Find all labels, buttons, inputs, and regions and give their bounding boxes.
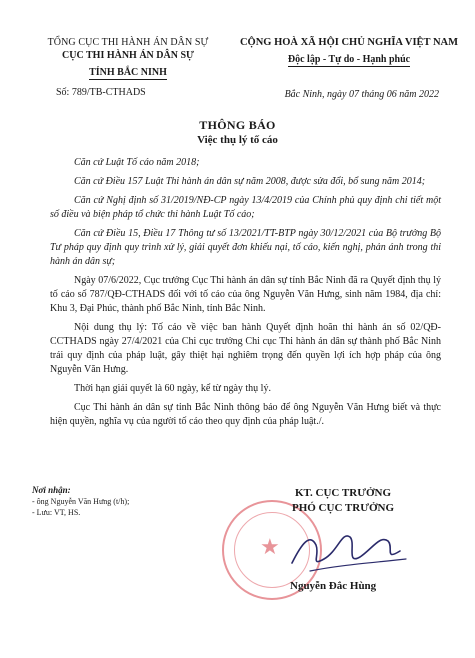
legal-basis-2: Căn cứ Điều 157 Luật Thi hành án dân sự năm 2008, được sửa đổi, bổ sung năm 2014; (74, 176, 426, 187)
issuing-province: TỈNH BẮC NINH (89, 67, 167, 78)
deadline-paragraph: Thời hạn giải quyết là 60 ngày, kể từ ngày thụ lý. (74, 383, 271, 394)
recipient-item: - Lưu: VT, HS. (32, 508, 81, 517)
parent-agency: TỔNG CỤC THI HÀNH ÁN DÂN SỰ (47, 37, 209, 48)
legal-basis-4: Căn cứ Điều 15, Điều 17 Thông tư số 13/2021/TT-BTP ngày 30/12/2021 của Bộ trưởng Bộ Tư pháp quy định quy trình xử lý, giải quyết đơn khiếu nại, tố cáo, kiến nghị, phản ánh trong thi hành án dân sự; (50, 228, 441, 267)
legal-basis-1: Căn cứ Luật Tố cáo năm 2018; (74, 157, 200, 168)
signature-block (243, 486, 443, 516)
document-subject: Việc thụ lý tố cáo (197, 134, 278, 146)
legal-basis-3: Căn cứ Nghị định số 31/2019/NĐ-CP ngày 13/4/2019 của Chính phủ quy định chi tiết một số điều và biện pháp tổ chức thi hành Luật Tố cáo; (50, 195, 441, 220)
handwritten-signature (280, 515, 420, 585)
signer-position: PHÓ CỤC TRƯỞNG (291, 502, 395, 514)
place-and-date: Bắc Ninh, ngày 07 tháng 06 năm 2022 (284, 89, 439, 100)
recipient-item: - ông Nguyễn Văn Hưng (t/h); (32, 497, 130, 506)
issuing-office: CỤC THI HÀNH ÁN DÂN SỰ (62, 50, 194, 61)
content-paragraph: Nội dung thụ lý: Tố cáo về việc ban hành Quyết định hoãn thi hành án số 02/QĐ-CCTHADS ngày 27/4/2021 của Chi cục trưởng Chi cục Thi hành án dân sự thành phố Bắc Ninh trái quy định của pháp luật, gây thiệt hại nghiêm trọng đến quyền lợi ích hợp pháp của ông Nguyễn Văn Hưng. (50, 322, 441, 375)
stamp-star-icon: ★ (260, 534, 280, 559)
signer-name: Nguyễn Đắc Hùng (290, 580, 377, 592)
issuer-block (28, 36, 228, 80)
document-title-block (0, 118, 475, 148)
country-name: CỘNG HOÀ XÃ HỘI CHỦ NGHĨA VIỆT NAM (239, 37, 459, 48)
document-number: Số: 789/TB-CTHADS (56, 87, 146, 98)
recipients-label: Nơi nhận: (32, 485, 71, 495)
document-title: THÔNG BÁO (199, 118, 276, 132)
national-motto: Độc lập - Tự do - Hạnh phúc (287, 54, 411, 65)
notice-paragraph: Cục Thi hành án dân sự tỉnh Bắc Ninh thông báo để ông Nguyễn Văn Hưng biết và thực hiện quyền, nghĩa vụ của người tố cáo theo quy định của pháp luật./. (50, 402, 441, 427)
document-body (50, 156, 441, 434)
decision-paragraph: Ngày 07/6/2022, Cục trưởng Cục Thi hành án dân sự tỉnh Bắc Ninh đã ra Quyết định thụ lý tố cáo số 787/QĐ-CTHADS đối với tố cáo của ông Nguyễn Văn Hưng, sinh năm 1984, địa chỉ: Khu 3, Đại Phúc, thành phố Bắc Ninh, tỉnh Bắc Ninh. (50, 275, 441, 314)
national-heading (226, 36, 472, 67)
signer-authority: KT. CỤC TRƯỞNG (294, 487, 392, 499)
recipients-block (32, 485, 129, 518)
